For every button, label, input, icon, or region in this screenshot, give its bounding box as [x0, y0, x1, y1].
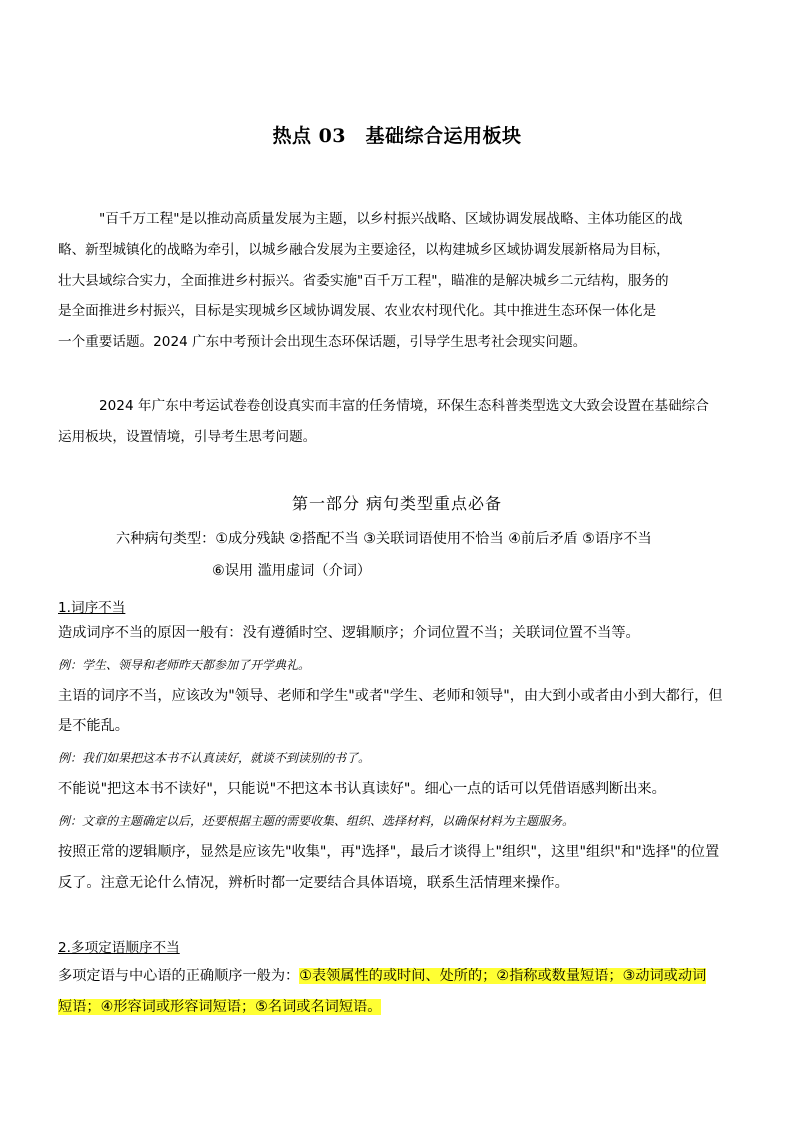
intro-line-2: 略、新型城镇化的战略为牵引，以城乡融合发展为主要途径，以构建城乡区域协调发展新格局为目标， — [58, 242, 670, 258]
subsection-heading-2: 2.多项定语顺序不当 — [58, 940, 180, 956]
exam-line-2: 运用板块，设置情境，引导考生思考问题。 — [58, 429, 317, 445]
intro-line-4: 是全面推进乡村振兴，目标是实现城乡区域协调发展、农业农村现代化。其中推进生态环保一体化是 — [58, 303, 657, 319]
example-3: 例：文章的主题确定以后，还要根据主题的需要收集、组织、选择材料，以确保材料为主题服务。 — [58, 814, 575, 828]
subsection-heading-1: 1.词序不当 — [58, 600, 126, 616]
order-line-1 — [58, 961, 706, 992]
highlighted-order-1: ①表领属性的或时间、处所的；②指称或数量短语；③动词或动词 — [299, 968, 707, 984]
intro-line-1: "百千万工程"是以推动高质量发展为主题，以乡村振兴战略、区域协调发展战略、主体功能区的战 — [99, 211, 683, 227]
intro-line-3: 壮大县域综合实力，全面推进乡村振兴。省委实施"百千万工程"，瞄准的是解决城乡二元结构，服务的 — [58, 273, 669, 289]
explanation-2: 不能说"把这本书不读好"，只能说"不把这本书认真读好"。细心一点的话可以凭借语感判断出来。 — [58, 781, 666, 797]
intro-line-5: 一个重要话题。2024 广东中考预计会出现生态环保话题，引导学生思考社会现实问题。 — [58, 334, 587, 350]
explanation-3-line-2: 反了。注意无论什么情况，辨析时都一定要结合具体语境，联系生活情理来操作。 — [58, 875, 569, 891]
error-types-line-1: 六种病句类型：①成分残缺 ②搭配不当 ③关联词语使用不恰当 ④前后矛盾 ⑤语序不当 — [116, 531, 652, 547]
explanation-3-line-1: 按照正常的逻辑顺序，显然是应该先"收集"，再"选择"，最后才谈得上"组织"，这里"组织"和"选择"的位置 — [58, 844, 720, 860]
order-intro: 多项定语与中心语的正确顺序一般为： — [58, 968, 300, 984]
highlighted-order-2: 短语；④形容词或形容词短语；⑤名词或名词短语。 — [58, 999, 382, 1015]
explanation-1-line-1: 主语的词序不当，应该改为"领导、老师和学生"或者"学生、老师和领导"，由大到小或者由小到大都行，但 — [58, 688, 723, 704]
example-2: 例：我们如果把这本书不认真读好，就谈不到读别的书了。 — [58, 751, 371, 765]
example-1: 例：学生、领导和老师昨天都参加了开学典礼。 — [58, 658, 311, 672]
error-types-line-2: ⑥误用 滥用虚词（介词） — [212, 563, 372, 579]
explanation-1-line-2: 是不能乱。 — [58, 718, 129, 734]
cause-text: 造成词序不当的原因一般有：没有遵循时空、逻辑顺序；介词位置不当；关联词位置不当等。 — [58, 625, 640, 641]
page-title: 热点 03 基础综合运用板块 — [272, 125, 522, 147]
section-title: 第一部分 病句类型重点必备 — [291, 494, 503, 513]
order-line-2 — [58, 992, 381, 1023]
exam-line-1: 2024 年广东中考运试卷卷创设真实而丰富的任务情境，环保生态科普类型选文大致会设置在基础综合 — [99, 398, 709, 414]
